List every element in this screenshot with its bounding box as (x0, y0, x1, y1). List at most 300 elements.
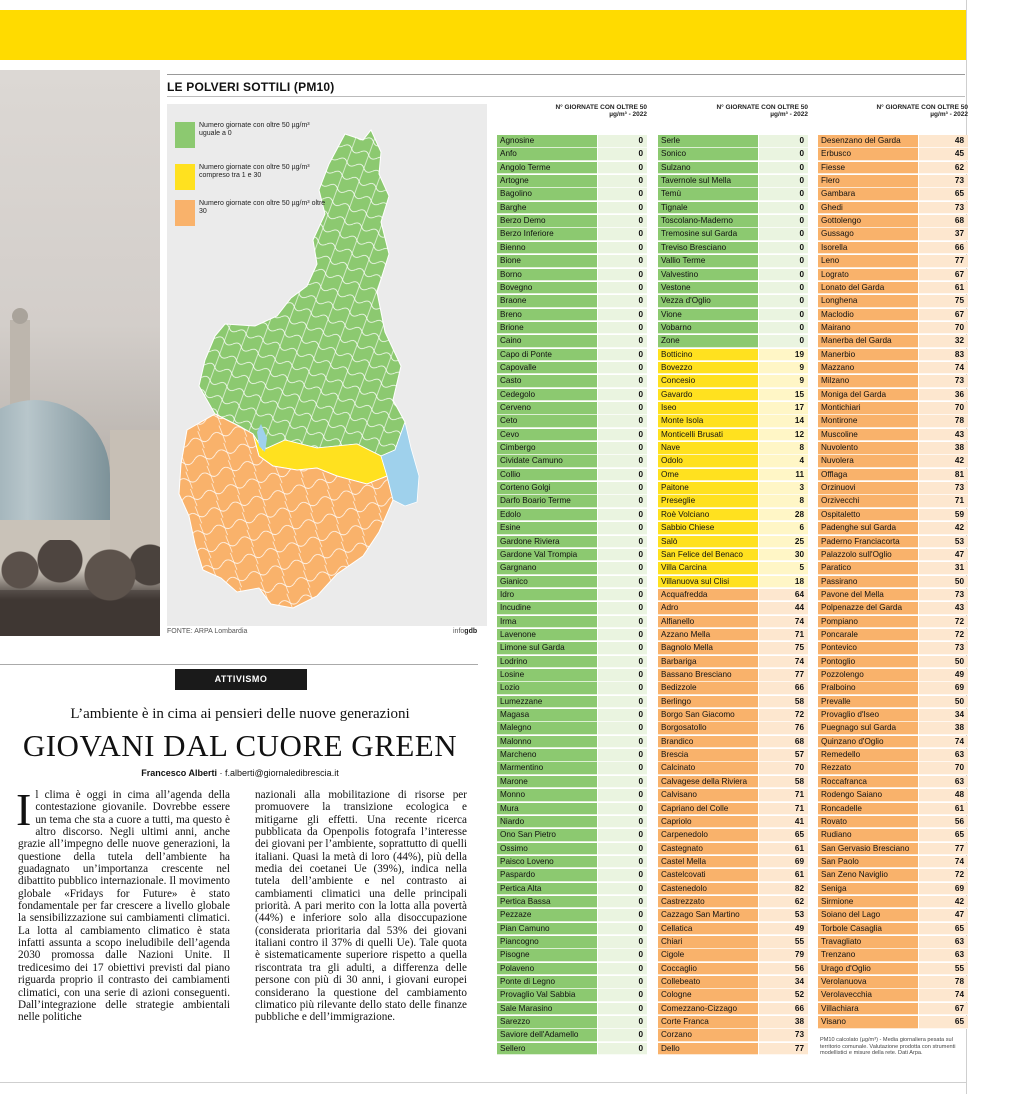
days-value: 15 (759, 389, 808, 402)
municipality-name: Alfianello (658, 616, 758, 629)
article-headline: GIOVANI DAL CUORE GREEN (22, 728, 458, 763)
municipality-name: Odolo (658, 455, 758, 468)
municipality-name: Zone (658, 335, 758, 348)
municipality-name: Botticino (658, 349, 758, 362)
municipality-name: Corteno Golgi (497, 482, 597, 495)
days-value: 32 (919, 335, 968, 348)
table-row (818, 282, 968, 295)
row-separator (818, 1028, 968, 1029)
days-value: 0 (598, 576, 647, 589)
row-separator (658, 614, 808, 615)
table-row (658, 536, 808, 549)
municipality-name: Darfo Boario Terme (497, 495, 597, 508)
table-row (497, 722, 647, 735)
row-separator (497, 387, 647, 388)
table-row (497, 148, 647, 161)
municipality-name: Villachiara (818, 1003, 918, 1016)
municipality-name: Padenghe sul Garda (818, 522, 918, 535)
table-header: N° GIORNATE CON OLTRE 50 µg/m³ - 2022 (555, 104, 647, 118)
municipality-name: Flero (818, 175, 918, 188)
municipality-name: Saviore dell'Adamello (497, 1029, 597, 1042)
municipality-name: Pertica Alta (497, 883, 597, 896)
days-value: 73 (919, 375, 968, 388)
municipality-name: Villa Carcina (658, 562, 758, 575)
municipality-name: Pozzolengo (818, 669, 918, 682)
table-row (497, 442, 647, 455)
days-value: 9 (759, 362, 808, 375)
days-value: 45 (919, 148, 968, 161)
days-value: 65 (919, 829, 968, 842)
municipality-name: Moniga del Garda (818, 389, 918, 402)
table-row (658, 963, 808, 976)
table-row (658, 976, 808, 989)
municipality-name: Nuvolera (818, 455, 918, 468)
section-rule (167, 74, 965, 75)
table-row (818, 963, 968, 976)
municipality-name: Nave (658, 442, 758, 455)
municipality-name: Nuvolento (818, 442, 918, 455)
table-row (497, 616, 647, 629)
row-separator (658, 147, 808, 148)
table-row (818, 322, 968, 335)
table-row (497, 455, 647, 468)
row-separator (818, 988, 968, 989)
days-value: 49 (759, 923, 808, 936)
dome-tip (12, 308, 28, 324)
row-separator (658, 280, 808, 281)
table-row (818, 455, 968, 468)
table-row (818, 883, 968, 896)
table-row (497, 909, 647, 922)
days-value: 0 (759, 202, 808, 215)
table-row (497, 162, 647, 175)
table-row (818, 495, 968, 508)
days-value: 0 (598, 282, 647, 295)
municipality-name: Prevalle (818, 696, 918, 709)
row-separator (658, 293, 808, 294)
days-value: 50 (919, 656, 968, 669)
days-value: 34 (759, 976, 808, 989)
row-separator (818, 894, 968, 895)
days-value: 77 (919, 843, 968, 856)
municipality-name: Ome (658, 469, 758, 482)
row-separator (818, 761, 968, 762)
municipality-name: Temù (658, 188, 758, 201)
municipality-name: Cerveno (497, 402, 597, 415)
municipality-name: Dello (658, 1043, 758, 1056)
municipality-name: Angolo Terme (497, 162, 597, 175)
days-value: 47 (919, 549, 968, 562)
days-value: 0 (598, 976, 647, 989)
days-value: 0 (598, 469, 647, 482)
row-separator (497, 734, 647, 735)
table-row (658, 309, 808, 322)
row-separator (658, 841, 808, 842)
table-row (658, 803, 808, 816)
row-separator (497, 480, 647, 481)
row-separator (658, 360, 808, 361)
days-value: 0 (598, 375, 647, 388)
municipality-name: Sabbio Chiese (658, 522, 758, 535)
table-row (497, 242, 647, 255)
table-row (818, 709, 968, 722)
row-separator (497, 333, 647, 334)
municipality-name: Idro (497, 589, 597, 602)
table-row (818, 816, 968, 829)
days-value: 56 (759, 963, 808, 976)
days-value: 0 (598, 188, 647, 201)
municipality-name: Losine (497, 669, 597, 682)
row-separator (497, 160, 647, 161)
municipality-name: San Gervasio Bresciano (818, 843, 918, 856)
municipality-name: Bagolino (497, 188, 597, 201)
row-separator (818, 293, 968, 294)
table-row (658, 709, 808, 722)
municipality-name: Provaglio d'Iseo (818, 709, 918, 722)
table-row (818, 469, 968, 482)
municipality-name: Gottolengo (818, 215, 918, 228)
row-separator (818, 173, 968, 174)
table-row (818, 1016, 968, 1029)
row-separator (497, 360, 647, 361)
days-value: 67 (919, 1003, 968, 1016)
municipality-name: Vestone (658, 282, 758, 295)
days-value: 0 (598, 709, 647, 722)
days-value: 68 (919, 215, 968, 228)
municipality-name: Corte Franca (658, 1016, 758, 1029)
section-underline (167, 96, 965, 97)
days-value: 8 (759, 442, 808, 455)
row-separator (818, 467, 968, 468)
table-row (818, 923, 968, 936)
row-separator (818, 747, 968, 748)
municipality-name: Pompiano (818, 616, 918, 629)
days-value: 74 (759, 656, 808, 669)
row-separator (658, 761, 808, 762)
days-value: 44 (759, 602, 808, 615)
days-value: 0 (598, 722, 647, 735)
table-row (818, 896, 968, 909)
days-value: 78 (919, 976, 968, 989)
municipality-name: Brione (497, 322, 597, 335)
days-value: 48 (919, 789, 968, 802)
days-value: 0 (598, 215, 647, 228)
row-separator (658, 267, 808, 268)
row-separator (818, 320, 968, 321)
table-row (818, 482, 968, 495)
days-value: 18 (759, 576, 808, 589)
table-row (658, 188, 808, 201)
row-separator (818, 227, 968, 228)
row-separator (497, 440, 647, 441)
table-row (658, 362, 808, 375)
municipality-name: Puegnago sul Garda (818, 722, 918, 735)
row-separator (658, 654, 808, 655)
municipality-name: Castel Mella (658, 856, 758, 869)
days-value: 0 (759, 309, 808, 322)
days-value: 61 (759, 869, 808, 882)
municipality-name: Gardone Val Trompia (497, 549, 597, 562)
row-separator (497, 1041, 647, 1042)
row-separator (497, 707, 647, 708)
table-row (818, 389, 968, 402)
row-separator (658, 213, 808, 214)
municipality-name: Sirmione (818, 896, 918, 909)
table-row (497, 576, 647, 589)
table-header: N° GIORNATE CON OLTRE 50 µg/m³ - 2022 (876, 104, 968, 118)
municipality-name: Gargnano (497, 562, 597, 575)
days-value: 57 (759, 749, 808, 762)
days-value: 0 (598, 736, 647, 749)
table-row (658, 282, 808, 295)
municipality-name: Sulzano (658, 162, 758, 175)
table-row (658, 415, 808, 428)
days-value: 59 (919, 509, 968, 522)
days-value: 38 (759, 1016, 808, 1029)
row-separator (497, 801, 647, 802)
table-row (818, 736, 968, 749)
row-separator (658, 480, 808, 481)
days-value: 66 (759, 682, 808, 695)
row-separator (658, 520, 808, 521)
table-row (658, 522, 808, 535)
days-value: 0 (598, 228, 647, 241)
row-separator (497, 240, 647, 241)
days-value: 31 (919, 562, 968, 575)
row-separator (658, 534, 808, 535)
table-row (658, 642, 808, 655)
days-value: 61 (759, 843, 808, 856)
article-column-2: nazionali alla mobilitazione di risorse per promuovere la transizione ecologica e mitigarne gli effetti. Una recente ricerca pubblicata da Openpolis fotografa l’interesse dei giovani per l’ambiente, soprattutto di quelli italiani. Quasi la metà di loro (44%), più della media dei coetanei Ue (39%), indica nella tutela dell’ambiente e nel contrasto ai cambiamenti climatici una delle principali priorità. A pari merito con la lotta alla povertà (44%) e inferiore solo alla disoccupazione (considerata prioritaria dal 53% dei giovani italiani contro il 37% di quelli Ue). Tale quota è sistematicamente superiore rispetto a quella riscontrata tra gli adulti, a differenza delle persone con più di 30 anni, i giovani europei considerano la questione del cambiamento climatico più rilevante dello stato delle finanze pubbliche e dell’immigrazione. (255, 789, 467, 1024)
row-separator (658, 801, 808, 802)
days-value: 0 (759, 282, 808, 295)
municipality-name: Capovalle (497, 362, 597, 375)
table-row (818, 349, 968, 362)
days-value: 0 (598, 1003, 647, 1016)
page-bottom-rule (0, 1082, 966, 1083)
table-row (497, 976, 647, 989)
municipality-name: Borno (497, 269, 597, 282)
row-separator (497, 1014, 647, 1015)
row-separator (497, 574, 647, 575)
row-separator (497, 988, 647, 989)
days-value: 0 (598, 242, 647, 255)
table-row (497, 682, 647, 695)
municipality-name: Iseo (658, 402, 758, 415)
row-separator (818, 587, 968, 588)
days-value: 0 (598, 909, 647, 922)
row-separator (818, 360, 968, 361)
table-row (497, 509, 647, 522)
days-value: 0 (598, 522, 647, 535)
table-row (497, 936, 647, 949)
municipality-name: Monte Isola (658, 415, 758, 428)
row-separator (818, 814, 968, 815)
days-value: 3 (759, 482, 808, 495)
days-value: 71 (759, 629, 808, 642)
municipality-name: Vezza d'Oglio (658, 295, 758, 308)
days-value: 58 (759, 776, 808, 789)
row-separator (658, 734, 808, 735)
days-value: 58 (759, 696, 808, 709)
municipality-name: Pisogne (497, 949, 597, 962)
table-row (658, 869, 808, 882)
table-row (658, 1043, 808, 1056)
days-value: 66 (919, 242, 968, 255)
days-value: 70 (759, 762, 808, 775)
table-row (497, 202, 647, 215)
row-separator (658, 160, 808, 161)
days-value: 73 (919, 642, 968, 655)
table-row (818, 148, 968, 161)
days-value: 0 (598, 616, 647, 629)
table-header: N° GIORNATE CON OLTRE 50 µg/m³ - 2022 (716, 104, 808, 118)
row-separator (497, 694, 647, 695)
table-row (818, 829, 968, 842)
table-row (818, 509, 968, 522)
days-value: 0 (759, 148, 808, 161)
municipality-name: Paitone (658, 482, 758, 495)
municipality-name: Lumezzane (497, 696, 597, 709)
top-banner (0, 10, 966, 60)
table-row (497, 1029, 647, 1042)
table-row (818, 976, 968, 989)
municipality-name: Capo di Ponte (497, 349, 597, 362)
days-value: 12 (759, 429, 808, 442)
days-value: 74 (919, 989, 968, 1002)
days-value: 63 (919, 749, 968, 762)
municipality-name: Marcheno (497, 749, 597, 762)
table-row (818, 869, 968, 882)
municipality-name: Incudine (497, 602, 597, 615)
row-separator (658, 1014, 808, 1015)
row-separator (818, 534, 968, 535)
municipality-name: Caino (497, 335, 597, 348)
table-row (497, 549, 647, 562)
days-value: 52 (759, 989, 808, 1002)
municipality-name: Offlaga (818, 469, 918, 482)
days-value: 67 (919, 269, 968, 282)
days-value: 42 (919, 522, 968, 535)
row-separator (497, 200, 647, 201)
days-value: 0 (598, 589, 647, 602)
table-row (658, 389, 808, 402)
days-value: 42 (919, 455, 968, 468)
municipality-name: Fiesse (818, 162, 918, 175)
row-separator (658, 333, 808, 334)
row-separator (497, 414, 647, 415)
municipality-name: Mazzano (818, 362, 918, 375)
row-separator (658, 974, 808, 975)
row-separator (497, 841, 647, 842)
days-value: 0 (598, 549, 647, 562)
table-row (818, 202, 968, 215)
row-separator (658, 454, 808, 455)
days-value: 0 (598, 829, 647, 842)
table-row (658, 602, 808, 615)
days-value: 0 (598, 509, 647, 522)
municipality-name: Isorella (818, 242, 918, 255)
row-separator (658, 440, 808, 441)
row-separator (658, 467, 808, 468)
municipality-name: Niardo (497, 816, 597, 829)
days-value: 0 (759, 255, 808, 268)
days-value: 0 (598, 295, 647, 308)
table-row (658, 455, 808, 468)
days-value: 73 (919, 589, 968, 602)
table-row (658, 669, 808, 682)
municipality-name: Bagnolo Mella (658, 642, 758, 655)
municipality-name: Limone sul Garda (497, 642, 597, 655)
municipality-name: Gambara (818, 188, 918, 201)
days-value: 70 (919, 322, 968, 335)
municipality-name: Bovegno (497, 282, 597, 295)
row-separator (818, 827, 968, 828)
legend-swatch-yellow (175, 164, 195, 190)
row-separator (497, 867, 647, 868)
row-separator (497, 854, 647, 855)
table-row (818, 562, 968, 575)
row-separator (497, 187, 647, 188)
municipality-name: Paratico (818, 562, 918, 575)
municipality-name: Milzano (818, 375, 918, 388)
days-value: 0 (598, 923, 647, 936)
municipality-name: Concesio (658, 375, 758, 388)
row-separator (818, 240, 968, 241)
table-row (497, 629, 647, 642)
days-value: 0 (598, 856, 647, 869)
days-value: 0 (598, 562, 647, 575)
row-separator (658, 814, 808, 815)
days-value: 9 (759, 375, 808, 388)
municipality-name: Brandico (658, 736, 758, 749)
municipality-name: Soiano del Lago (818, 909, 918, 922)
days-value: 0 (598, 349, 647, 362)
days-value: 71 (759, 789, 808, 802)
table-row (658, 482, 808, 495)
table-row (497, 989, 647, 1002)
row-separator (497, 894, 647, 895)
table-row (658, 135, 808, 148)
municipality-name: Roncadelle (818, 803, 918, 816)
row-separator (497, 507, 647, 508)
days-value: 81 (919, 469, 968, 482)
days-value: 65 (919, 188, 968, 201)
days-value: 0 (598, 362, 647, 375)
table-row (658, 1029, 808, 1042)
row-separator (818, 921, 968, 922)
municipality-name: Vobarno (658, 322, 758, 335)
days-value: 0 (598, 148, 647, 161)
days-value: 72 (919, 869, 968, 882)
municipality-name: Castenedolo (658, 883, 758, 896)
days-value: 0 (598, 602, 647, 615)
table-row (818, 909, 968, 922)
table-row (818, 415, 968, 428)
table-row (818, 215, 968, 228)
row-separator (818, 600, 968, 601)
row-separator (658, 948, 808, 949)
municipality-name: Pralboino (818, 682, 918, 695)
table-row (497, 322, 647, 335)
days-value: 0 (759, 215, 808, 228)
days-value: 0 (598, 869, 647, 882)
municipality-name: Cologne (658, 989, 758, 1002)
days-value: 38 (919, 722, 968, 735)
row-separator (658, 574, 808, 575)
days-value: 0 (598, 883, 647, 896)
table-row (658, 909, 808, 922)
